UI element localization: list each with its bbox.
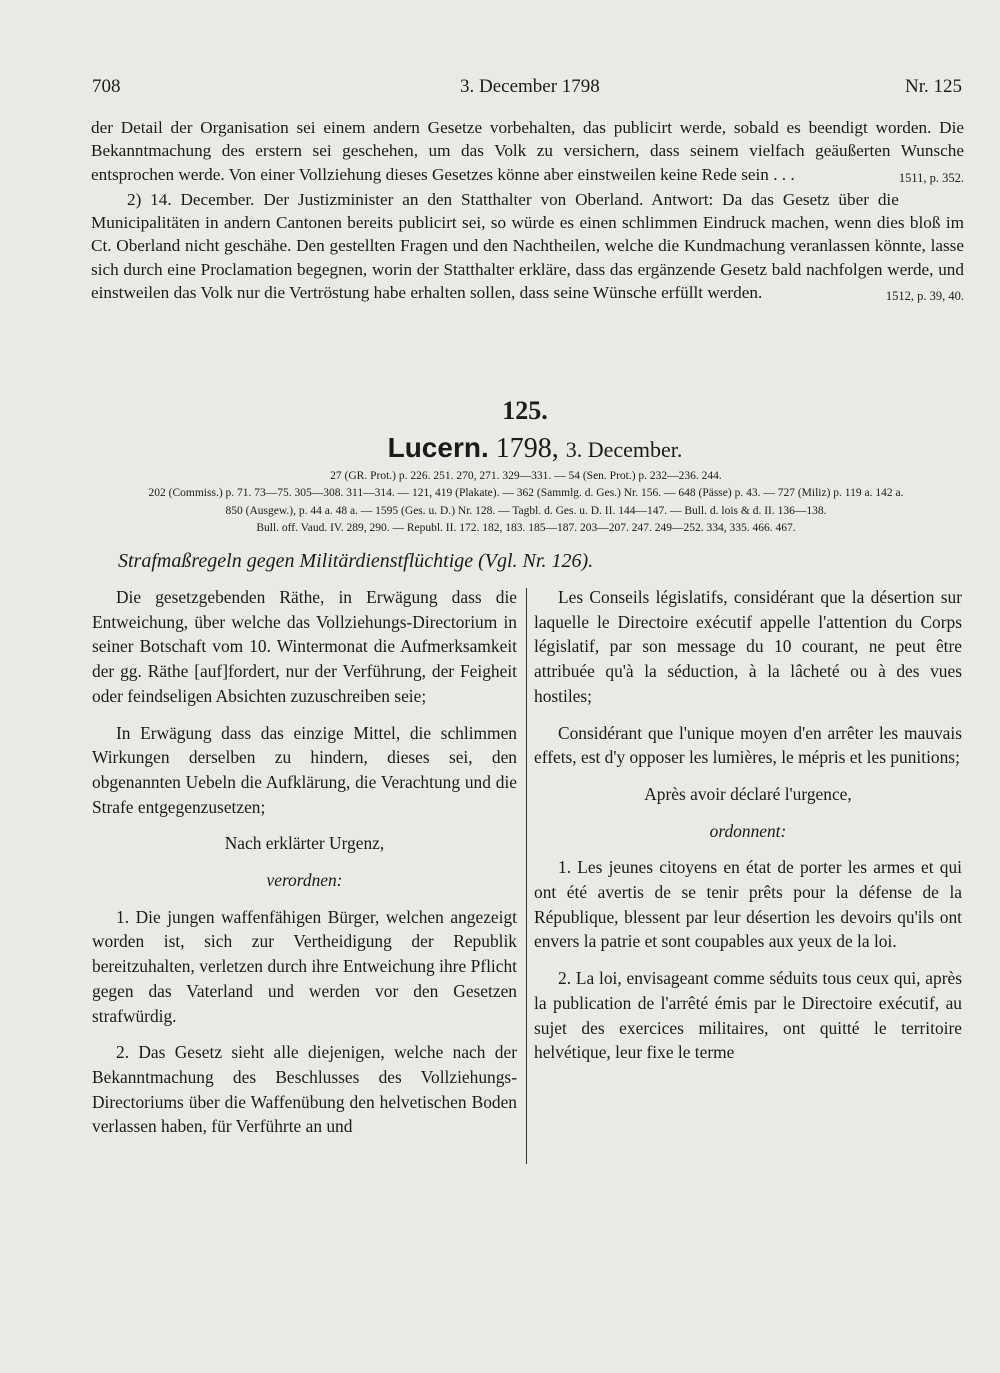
french-column — [534, 585, 962, 1077]
header-number: Nr. 125 — [905, 76, 962, 97]
entry-heading — [0, 432, 1000, 465]
german-paragraph: Die gesetzgebenden Räthe, in Erwägung dass die Entweichung, über welche das Vollziehungs-Directorium in seiner Botschaft vom 10. Wintermonat die Aufmerksamkeit der gg. Räthe [auf]fordert, nur der Verführung, der Feigheit oder feindseligen Absichten zuzuschreiben seie; — [92, 587, 517, 706]
entry-number: 125. — [502, 396, 548, 425]
running-header — [92, 76, 962, 102]
header-date: 3. December 1798 — [460, 76, 600, 97]
subject-heading: Strafmaßregeln gegen Militärdienstflüchtige (Vgl. Nr. 126). — [118, 550, 594, 572]
source-line: 202 (Commiss.) p. 71. 73—75. 305—308. 311—314. — 121, 419 (Plakate). — 362 (Sammlg. d. Ges.) Nr. 156. — 648 (Pässe) p. 43. — 727 (Miliz) p. 119 a. 142 a. — [148, 487, 904, 500]
entry-city: Lucern. — [387, 432, 489, 463]
german-article: 1. Die jungen waffenfähigen Bürger, welchen angezeigt worden ist, sich zur Vertheidigung der Republik bereitzuhalten, verletzen durch ihre Entweichung ihre Pflicht gegen das Vaterland und werden vor den Gesetzen strafwürdig. — [92, 906, 517, 1026]
source-reference: 1511, p. 352. — [898, 170, 964, 185]
entry-year: 1798, — [495, 433, 559, 464]
french-article: 2. La loi, envisageant comme séduits tous ceux qui, après la publication de l'arrêté émis par le Directoire exécutif, au sujet des exercices militaires, ont quitté le territoire helvétique, leur fixe le terme — [534, 968, 962, 1063]
german-urgency: Nach erklärter Urgenz, — [224, 833, 385, 854]
column-divider — [526, 588, 527, 1164]
intro-paragraph — [91, 188, 964, 304]
german-column — [92, 585, 517, 1151]
intro-paragraph-text: der Detail der Organisation sei einem andern Gesetze vorbehalten, das publicirt werde, sobald es beendigt worden. Die Bekanntmachung des erstern sei geschehen, um das Volk zu versichern, dass seinem vielfach geäußerten Wunsche entsprochen werde. Von einer Vollziehung dieses Gesetzes könne aber einstweilen keine Rede sein . . . — [91, 118, 964, 184]
source-line: 27 (GR. Prot.) p. 226. 251. 270, 271. 329—331. — 54 (Sen. Prot.) p. 232—236. 244. — [330, 470, 722, 482]
german-verb: verordnen: — [266, 870, 343, 891]
source-references — [88, 468, 964, 537]
entry-date: 3. December. — [565, 437, 683, 462]
german-article: 2. Das Gesetz sieht alle diejenigen, welche nach der Bekanntmachung des Beschlusses des Vollziehungs-Directoriums über die Waffenübung den helvetischen Boden verlassen haben, für Verführte an und — [92, 1042, 517, 1137]
source-line: Bull. off. Vaud. IV. 289, 290. — Republ. II. 172. 182, 183. 185—187. 203—207. 247. 249—252. 334, 335. 466. 467. — [256, 521, 796, 534]
intro-paragraph — [91, 116, 964, 186]
page-number: 708 — [92, 76, 121, 97]
french-paragraph: Les Conseils législatifs, considérant que la désertion sur laquelle le Directoire exécutif appelle l'attention du Corps législatif, par son message du 10 courant, ne peut être attribuée qu'à la séduction, à la lâcheté ou à des vues hostiles; — [534, 587, 962, 706]
intro-section — [91, 116, 964, 308]
french-article: 1. Les jeunes citoyens en état de porter les armes et qui ont été avertis de se tenir prêts pour la défense de la République, blessent par leur désertion les devoirs qu'ils ont envers la patrie et sont coupables aux yeux de la loi. — [534, 857, 962, 952]
intro-paragraph-text: 2) 14. December. Der Justizminister an den Statthalter von Oberland. Antwort: Da das Gesetz über die Municipalitäten in andern Cantonen bereits publicirt sei, so würde es einen schlimmen Eindruck machen, wenn dies bloß im Ct. Oberland nicht geschähe. Den gestellten Fragen und den Nachtheilen, welche die Kundmachung veranlassen könnte, lasse sich durch eine Proclamation begegnen, worin der Statthalter erkläre, dass das ergänzende Gesetz bald nachfolgen werde, und einstweilen das Volk nur die Vertröstung habe erhalten sollen, dass seine Wünsche erfüllt werden. — [91, 189, 964, 303]
french-verb: ordonnent: — [709, 820, 787, 841]
french-paragraph: Considérant que l'unique moyen d'en arrêter les mauvais effets, est d'y opposer les lumières, le mépris et les punitions; — [534, 722, 962, 768]
source-reference: 1512, p. 39, 40. — [885, 289, 964, 304]
french-urgency: Après avoir déclaré l'urgence, — [644, 783, 852, 804]
german-paragraph: In Erwägung dass das einzige Mittel, die schlimmen Wirkungen derselben zu hindern, dieses sei, den obgenannten Uebeln die Aufklärung, die Verachtung und die Strafe entgegenzusetzen; — [92, 722, 517, 817]
source-line: 850 (Ausgew.), p. 44 a. 48 a. — 1595 (Ges. u. D.) Nr. 128. — Tagbl. d. Ges. u. D. II. 144—147. — Bull. d. lois & d. II. 136—138. — [225, 504, 827, 517]
